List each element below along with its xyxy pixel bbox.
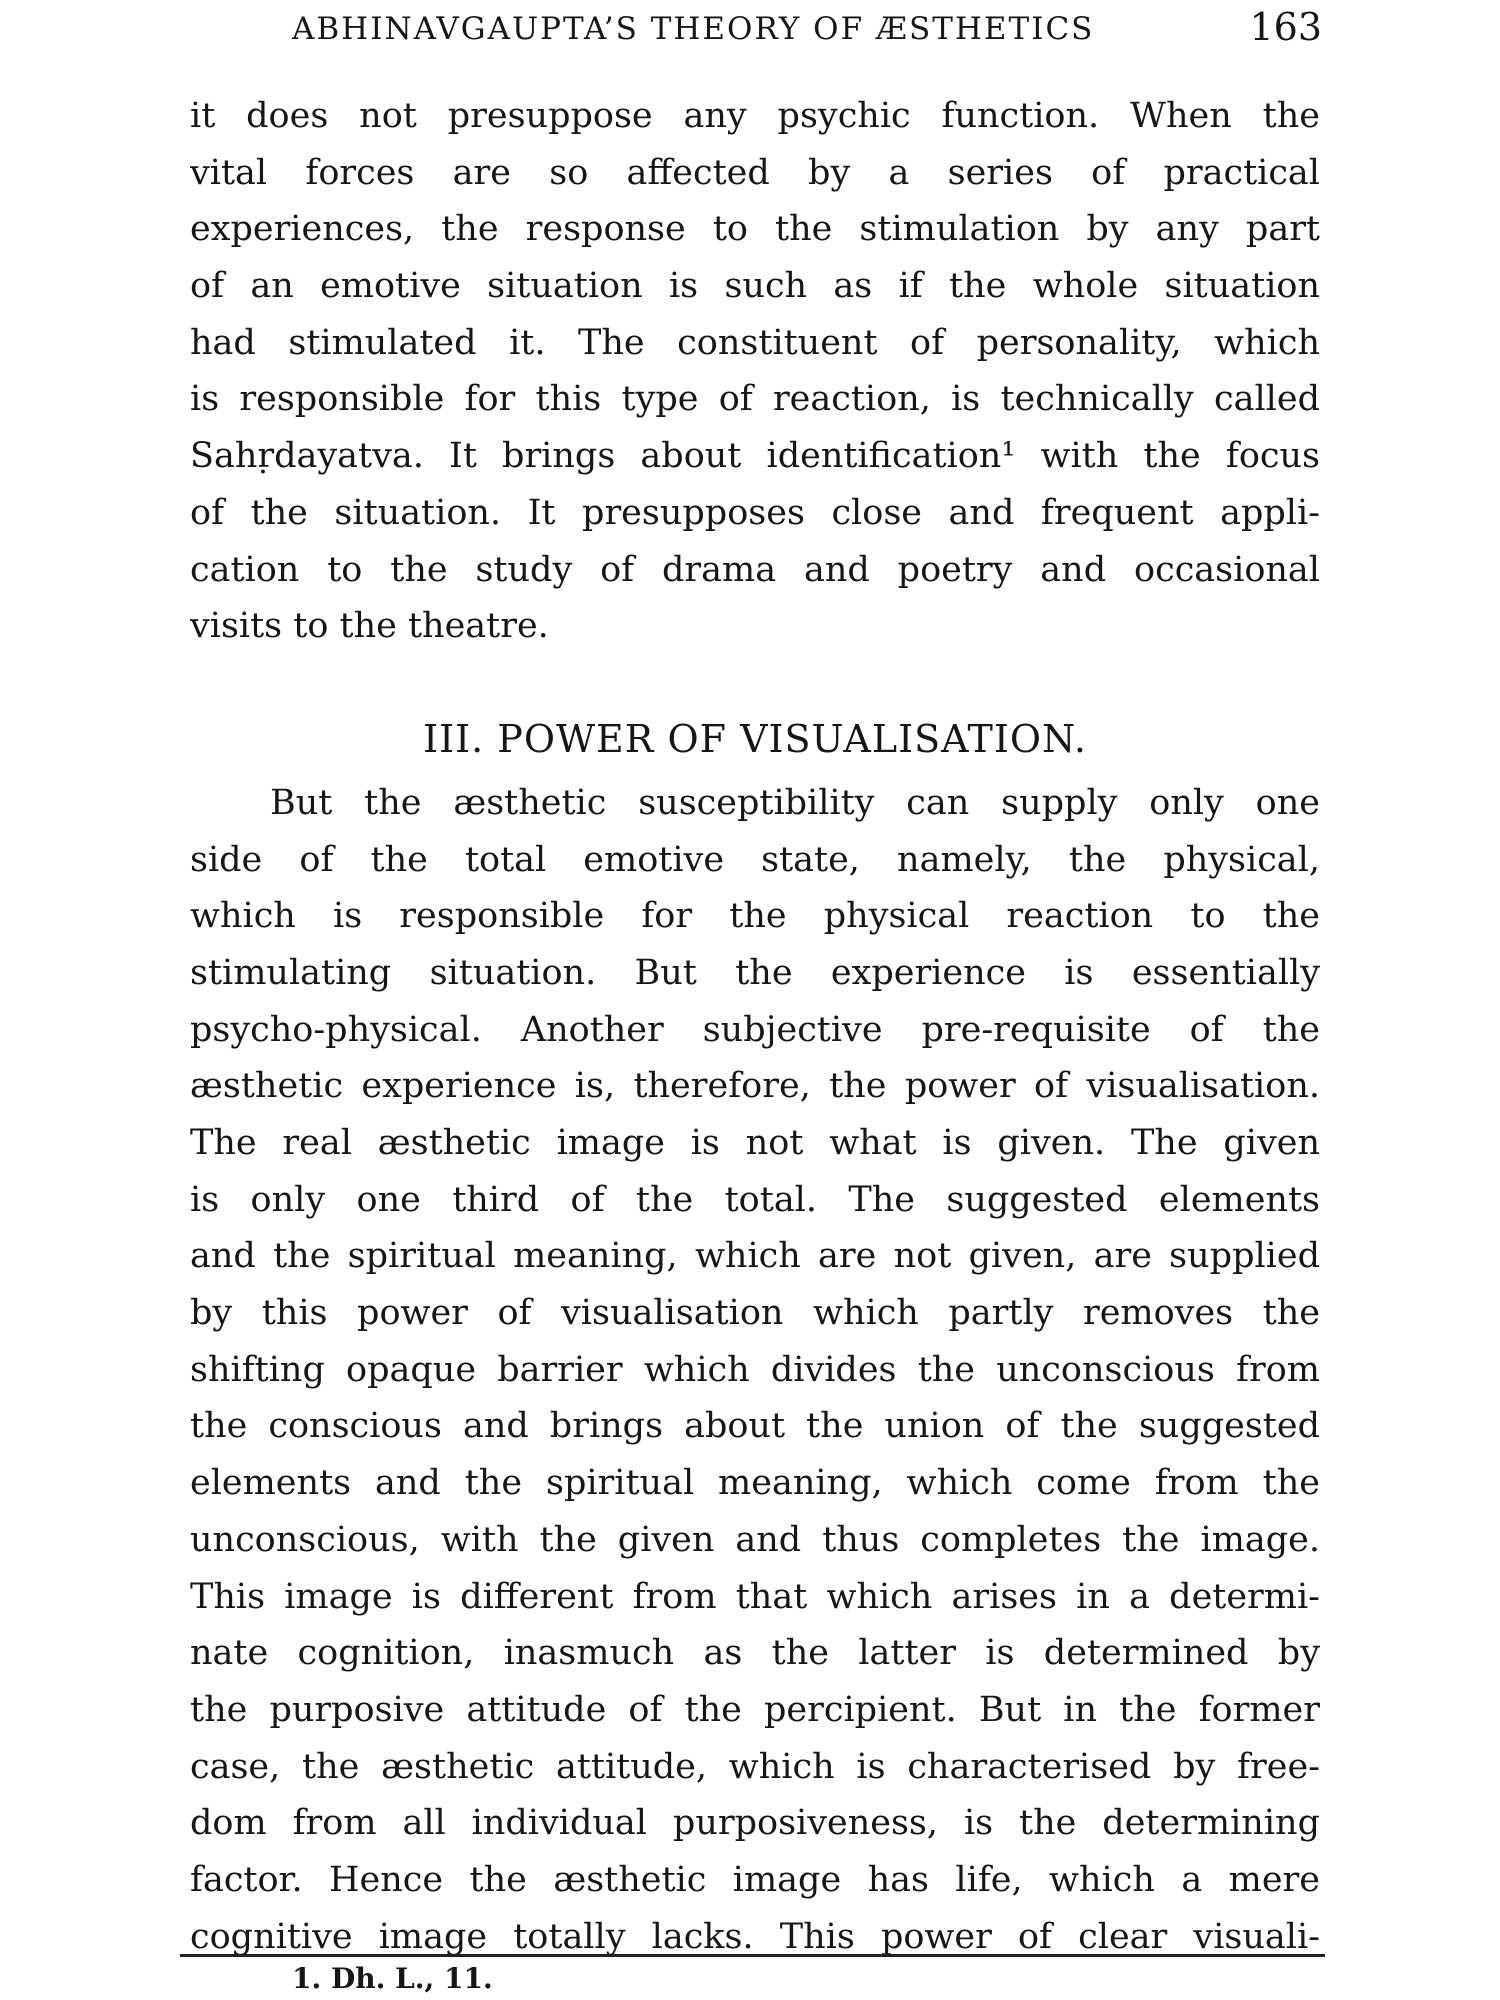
text-line: visits to the theatre. bbox=[190, 606, 549, 647]
text-line: the purposive attitude of the percipient. But in the former bbox=[190, 1689, 1320, 1730]
text-line: This image is different from that which arises in a determi- bbox=[190, 1576, 1320, 1617]
text-line: nate cognition, inasmuch as the latter is determined by bbox=[190, 1633, 1320, 1674]
text-line: and the spiritual meaning, which are not given, are supplied bbox=[190, 1236, 1320, 1277]
text-line: which is responsible for the physical reaction to the bbox=[190, 896, 1320, 937]
running-head bbox=[292, 5, 1322, 53]
text-line: had stimulated it. The constituent of personality, which bbox=[190, 322, 1320, 363]
text-line: factor. Hence the æsthetic image has life, which a mere bbox=[190, 1859, 1320, 1900]
section-heading: III. POWER OF VISUALISATION. bbox=[423, 716, 1087, 761]
footnote-divider bbox=[180, 1954, 1325, 1957]
paragraph-2 bbox=[190, 775, 1320, 1965]
running-title: ABHINAVGAUPTA’S THEORY OF ÆSTHETICS bbox=[292, 11, 1095, 47]
text-line: side of the total emotive state, namely, the physical, bbox=[190, 839, 1320, 880]
text-line: of the situation. It presupposes close and frequent appli- bbox=[190, 492, 1320, 533]
text-line: of an emotive situation is such as if the whole situation bbox=[190, 266, 1320, 307]
footnote: 1. Dh. L., 11. bbox=[292, 1962, 493, 1995]
text-line: dom from all individual purposiveness, is the determining bbox=[190, 1803, 1320, 1844]
text-line: experiences, the response to the stimulation by any part bbox=[190, 209, 1320, 250]
text-line: stimulating situation. But the experience is essentially bbox=[190, 952, 1320, 993]
main-text bbox=[190, 88, 1320, 1965]
text-line: But the æsthetic susceptibility can supply only one bbox=[270, 782, 1320, 823]
text-line: cognitive image totally lacks. This power of clear visuali- bbox=[190, 1916, 1320, 1957]
text-line: is responsible for this type of reaction, is technically called bbox=[190, 379, 1320, 420]
paragraph-1 bbox=[190, 88, 1320, 655]
text-line: case, the æsthetic attitude, which is characterised by free- bbox=[190, 1746, 1320, 1787]
text-line: shifting opaque barrier which divides the unconscious from bbox=[190, 1349, 1320, 1390]
text-line: psycho-physical. Another subjective pre-requisite of the bbox=[190, 1009, 1320, 1050]
page-number: 163 bbox=[1249, 5, 1322, 49]
text-line: elements and the spiritual meaning, which come from the bbox=[190, 1463, 1320, 1504]
text-line: The real æsthetic image is not what is given. The given bbox=[190, 1123, 1320, 1163]
text-line: it does not presuppose any psychic function. When the bbox=[190, 96, 1320, 136]
text-line: vital forces are so affected by a series of practical bbox=[190, 152, 1320, 193]
text-line: Sahṛdayatva. It brings about identification¹ with the focus bbox=[190, 436, 1320, 477]
text-line: by this power of visualisation which partly removes the bbox=[190, 1293, 1320, 1334]
text-line: is only one third of the total. The suggested elements bbox=[190, 1179, 1320, 1220]
text-line: cation to the study of drama and poetry and occasional bbox=[190, 549, 1320, 590]
text-line: the conscious and brings about the union of the suggested bbox=[190, 1406, 1320, 1447]
text-line: æsthetic experience is, therefore, the power of visualisation. bbox=[190, 1066, 1320, 1107]
text-line: unconscious, with the given and thus completes the image. bbox=[190, 1519, 1320, 1560]
